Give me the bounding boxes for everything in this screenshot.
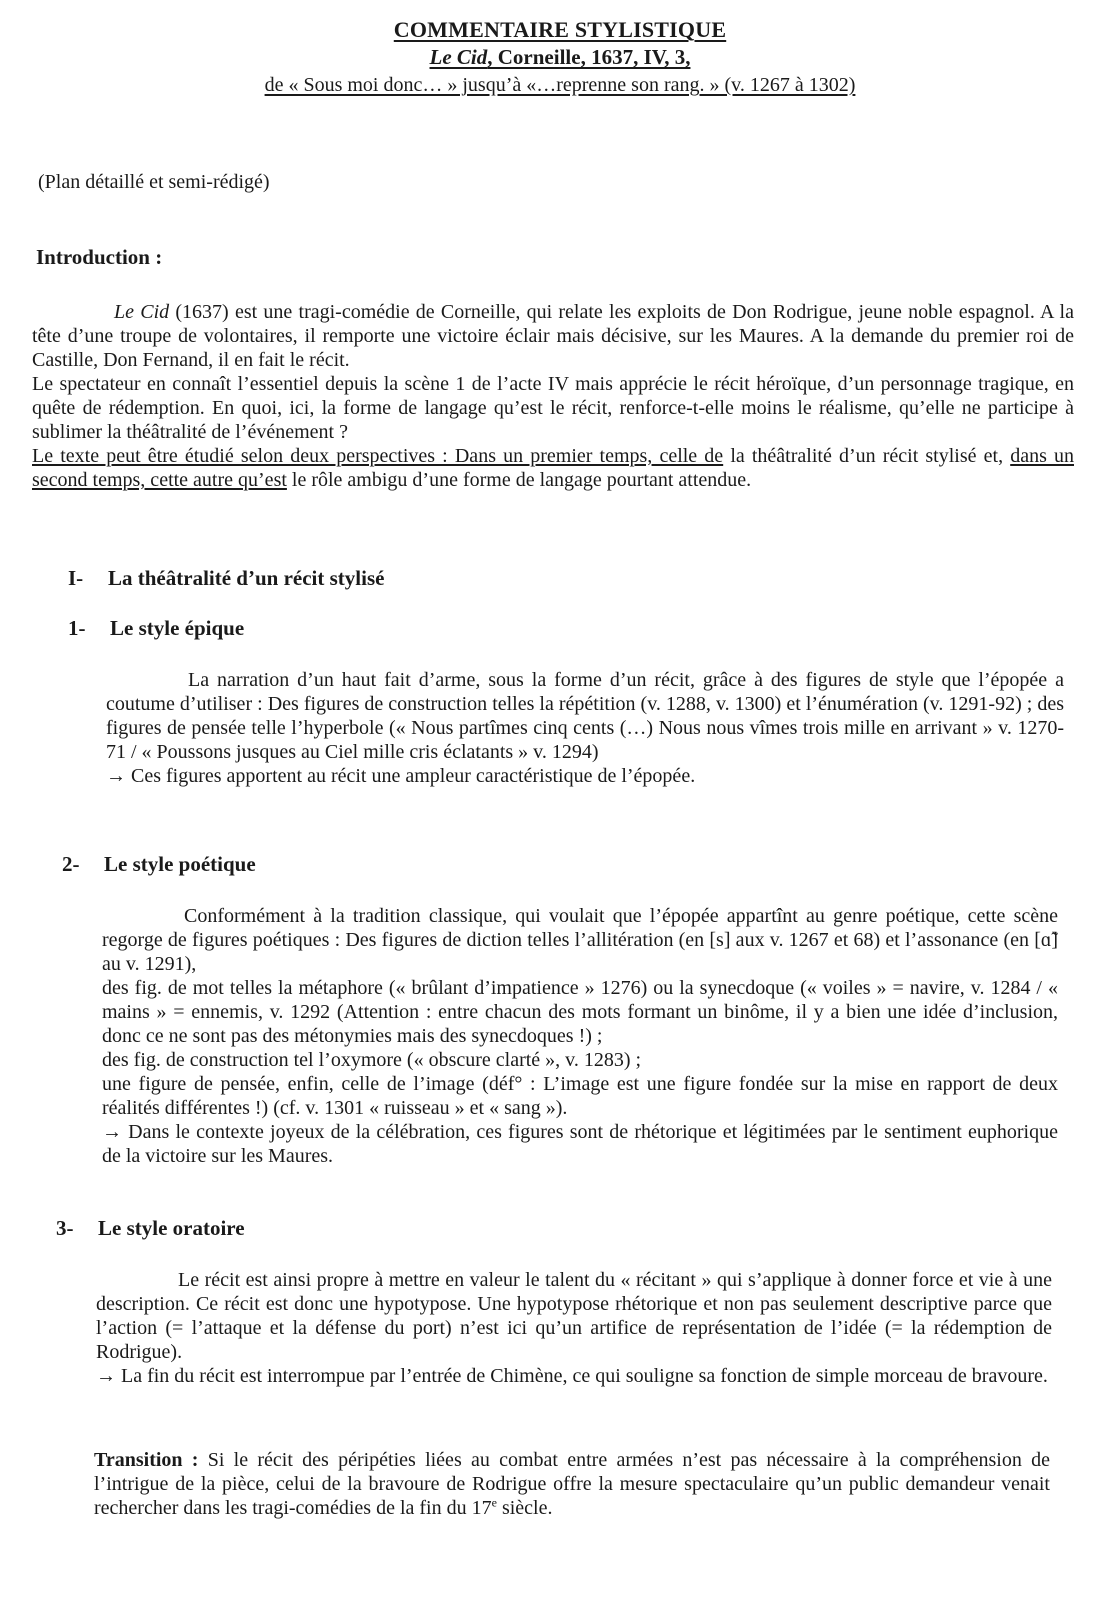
transition-superscript: e: [491, 1495, 497, 1510]
intro-paragraph-3: [32, 444, 1074, 492]
intro-text-1: la théâtralité d’un récit stylisé et,: [723, 445, 1011, 467]
intro-paragraph-1-text: (1637) est une tragi-comédie de Corneille, qui relate les exploits de Don Rodrigue, jeune noble espagnol. A la tête d’une troupe de volontaires, il remporte une victoire éclair mais décisive, sur les Maures. A la demande du premier roi de Castille, Don Fernand, il en fait le récit.: [32, 301, 1074, 371]
extract-range: de « Sous moi donc… » jusqu’à «…reprenne son rang. » (v. 1267 à 1302): [264, 74, 856, 96]
section-2-conclusion: → Dans le contexte joyeux de la célébration, ces figures sont de rhétorique et légitimées par le sentiment euphorique de la victoire sur les Maures.: [102, 1121, 1058, 1167]
section-2-body: [102, 904, 1058, 1168]
intro-work-title: Le Cid: [114, 301, 170, 323]
section-1-text: La narration d’un haut fait d’arme, sous la forme d’un récit, grâce à des figures de style que l’épopée a coutume d’utiliser : Des figures de construction telles la répétition (v. 1288, v. 1300) et l’énumération (v. 1291-92) ; des figures de pensée telle l’hyperbole (« Nous partîmes cinq cents (…) Nous nous vîmes trois mille en arrivant » v. 1270-71 / « Poussons jusques au Ciel mille cris éclatants » v. 1294): [106, 669, 1064, 763]
section-3-conclusion: → La fin du récit est interrompue par l’entrée de Chimène, ce qui souligne sa fonction de simple morceau de bravoure.: [96, 1365, 1048, 1387]
section-3-number: 3-: [56, 1216, 74, 1240]
section-1-heading: [68, 616, 244, 641]
work-title: Le Cid: [429, 45, 488, 69]
intro-text-2: le rôle ambigu d’une forme de langage pourtant attendue.: [286, 469, 752, 491]
section-2-heading: [62, 852, 256, 877]
part-1-title: La théâtralité d’un récit stylisé: [108, 566, 385, 590]
transition-label: Transition :: [94, 1449, 199, 1471]
work-info: , Corneille, 1637, IV, 3,: [487, 45, 691, 69]
introduction-heading: Introduction :: [36, 245, 163, 269]
document-header: [0, 16, 1105, 100]
section-3-heading: [56, 1216, 245, 1241]
section-2-line-2: des fig. de mot telles la métaphore (« brûlant d’impatience » 1276) ou la synecdoque (« voiles » = navire, v. 1284 / « mains » = ennemis, v. 1292 (Attention : entre chacun des mots formant un binôme, il y a bien une idée d’inclusion, donc ce ne sont pas des métonymies mais des synecdoques !) ;: [102, 977, 1058, 1047]
transition-text: Si le récit des péripéties liées au combat entre armées n’est pas nécessaire à la compréhension de l’intrigue de la pièce, celui de la bravoure de Rodrigue offre la mesure spectaculaire qu’un public demandeur venait rechercher dans les tragi-comédies de la fin du 17: [94, 1449, 1051, 1519]
section-2-text: Conformément à la tradition classique, qui voulait que l’épopée appartînt au genre poétique, cette scène regorge de figures poétiques : Des figures de diction telles l’allitération (en [s] aux v. 1267 et 68) et l’assonance (en [ɑ̃] au v. 1291),: [102, 905, 1058, 975]
section-2-title: Le style poétique: [104, 852, 256, 876]
work-reference: [0, 44, 1105, 70]
intro-underlined-1: Le texte peut être étudié selon deux perspectives : Dans un premier temps, celle de: [32, 445, 724, 467]
section-3-text: Le récit est ainsi propre à mettre en valeur le talent du « récitant » qui s’applique à donner force et vie à une description. Ce récit est donc une hypotypose. Une hypotypose rhétorique et non pas seulement descriptive parce que l’action (= l’attaque et la défense du port) n’est ici qu’un artifice de représentation de l’idée (= la rédemption de Rodrigue).: [96, 1269, 1052, 1363]
part-1-number: I-: [68, 566, 84, 590]
section-3-title: Le style oratoire: [98, 1216, 245, 1240]
intro-underlined-2: dans un second temps, cette autre qu’est: [32, 445, 1074, 491]
section-3-body: [96, 1268, 1052, 1388]
section-1-body: [106, 668, 1064, 788]
section-1-number: 1-: [68, 616, 86, 640]
part-1-heading: [68, 566, 384, 591]
section-1-conclusion: → Ces figures apportent au récit une ampleur caractéristique de l’épopée.: [106, 765, 696, 787]
intro-paragraph-1: [32, 300, 1074, 372]
section-2-line-4: une figure de pensée, enfin, celle de l’image (déf° : L’image est une figure fondée sur la mise en rapport de deux réalités différentes !) (cf. v. 1301 « ruisseau » et « sang »).: [102, 1073, 1058, 1119]
section-2-number: 2-: [62, 852, 80, 876]
section-2-line-3: des fig. de construction tel l’oxymore (« obscure clarté », v. 1283) ;: [102, 1049, 642, 1071]
transition-end: siècle.: [496, 1497, 553, 1519]
document-title: COMMENTAIRE STYLISTIQUE: [393, 17, 727, 42]
section-1-title: Le style épique: [110, 616, 245, 640]
transition-paragraph: [94, 1448, 1050, 1520]
intro-paragraph-2: Le spectateur en connaît l’essentiel depuis la scène 1 de l’acte IV mais apprécie le récit héroïque, d’un personnage tragique, en quête de rédemption. En quoi, ici, la forme de langage qu’est le récit, renforce-t-elle moins le réalisme, qu’elle ne participe à sublimer la théâtralité de l’événement ?: [32, 373, 1074, 443]
plan-note: (Plan détaillé et semi-rédigé): [38, 171, 270, 193]
introduction-body: [32, 300, 1074, 492]
